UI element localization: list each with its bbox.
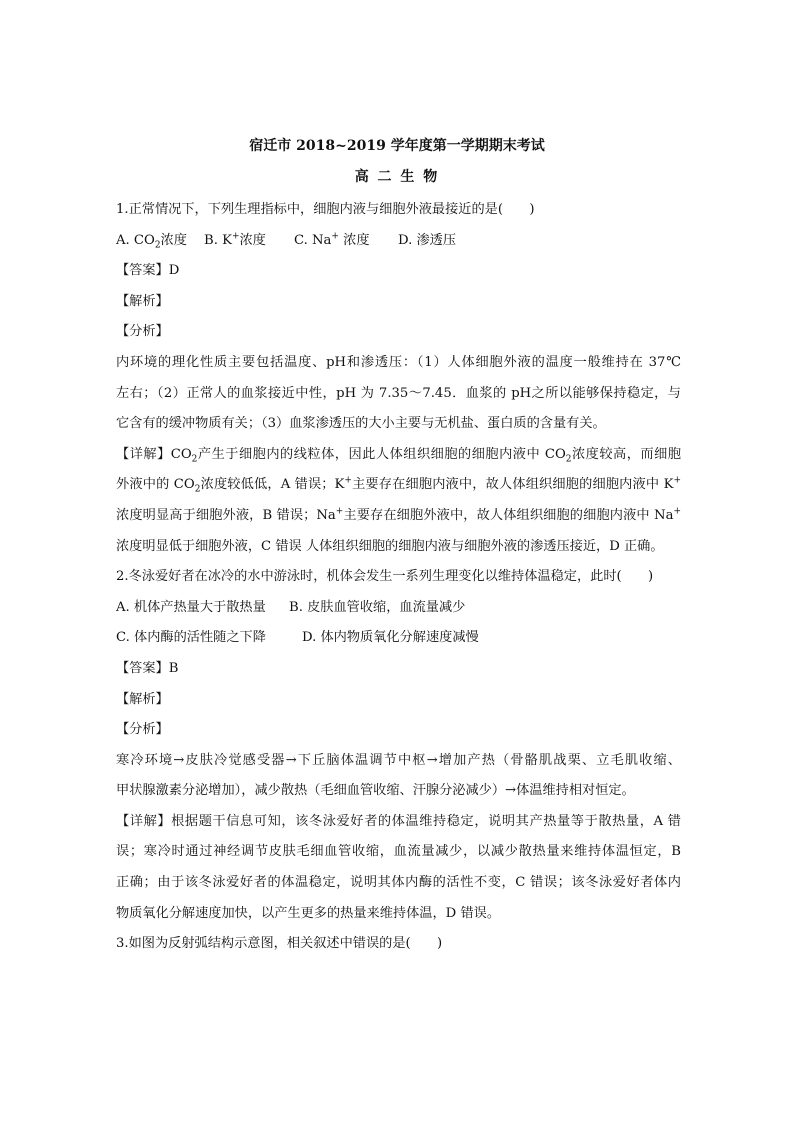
q2-jiexi-heading: 【解析】	[116, 691, 169, 707]
q1-analysis-line: 左右；（2）正常人的血浆接近中性，pH 为 7.35～7.45．血浆的 pH之所以能够保持稳定，与	[116, 385, 681, 401]
q1-option-b: B. K+浓度	[204, 231, 266, 248]
q2-option-c: C. 体内酶的活性随之下降	[116, 630, 266, 646]
q2-detail-line: 【详解】根据题干信息可知，该冬泳爱好者的体温维持稳定，说明其产热量等于散热量，A 错	[116, 813, 681, 829]
q1-option-c: C. Na+ 浓度	[294, 231, 370, 248]
q1-detail-line: 浓度明显高于细胞外液，B 错误；Na+主要存在细胞外液中，故人体组织细胞的细胞内液中 Na+	[116, 506, 681, 523]
q2-detail-line: 物质氧化分解速度加快，以产生更多的热量来维持体温，D 错误。	[116, 905, 501, 921]
q2-option-b: B. 皮肤血管收缩，血流量减少	[289, 599, 466, 615]
q2-options-row	[116, 623, 681, 654]
q1-analysis-line: 内环境的理化性质主要包括温度、pH和渗透压：（1）人体细胞外液的温度一般维持在 37℃	[116, 354, 681, 370]
q2-analysis-line: 寒冷环境→皮肤冷觉感受器→下丘脑体温调节中枢→增加产热（骨骼肌战栗、立毛肌收缩、	[116, 752, 681, 768]
exam-title: 宿迁市 2018~2019 学年度第一学期期末考试	[249, 138, 545, 154]
q2-options-row	[116, 593, 681, 624]
q1-jiexi-heading: 【解析】	[116, 293, 169, 309]
q2-option-d: D. 体内物质氧化分解速度减慢	[302, 630, 479, 646]
q1-stem: 1.正常情况下，下列生理指标中，细胞内液与细胞外液最接近的是( )	[116, 202, 535, 217]
q1-options	[116, 226, 681, 257]
q1-option-a: A. $CO_2$浓度	[116, 232, 187, 251]
q1-detail-line: 【详解】$CO_2$产生于细胞内的线粒体，因此人体组织细胞的细胞内液中 $CO_2$浓度较高，而细胞	[116, 446, 682, 465]
document-body	[116, 195, 681, 960]
q1-detail-line: 外液中的 $CO_2$浓度较低低，A 错误；K+主要存在细胞内液中，故人体组织细胞的细胞内液中 K+	[116, 475, 681, 495]
q2-analysis-line: 甲状腺激素分泌增加），减少散热（毛细血管收缩、汗腺分泌减少）→体温维持相对恒定。	[116, 783, 635, 799]
q1-detail-line: 浓度明显低于细胞外液，C 错误 人体组织细胞的细胞内液与细胞外液的渗透压接近，D 正确。	[116, 538, 664, 554]
q1-fenxi-heading: 【分析】	[116, 324, 169, 340]
q2-answer: 【答案】B	[116, 660, 179, 676]
q1-answer: 【答案】D	[116, 263, 180, 279]
q1-option-d: D. 渗透压	[398, 232, 457, 248]
q1-analysis-line: 它含有的缓冲物质有关；（3）血浆渗透压的大小主要与无机盐、蛋白质的含量有关。	[116, 416, 606, 432]
subject-title: 高 二 生 物	[354, 169, 440, 185]
q2-stem: 2.冬泳爱好者在冰冷的水中游泳时，机体会发生一系列生理变化以维持体温稳定，此时( )	[116, 569, 654, 585]
q2-fenxi-heading: 【分析】	[116, 722, 169, 738]
q3-stem: 3.如图为反射弧结构示意图，相关叙述中错误的是( )	[116, 936, 443, 952]
q2-option-a: A. 机体产热量大于散热量	[116, 599, 266, 615]
q2-detail-line: 误；寒冷时通过神经调节皮肤毛细血管收缩，血流量减少，以减少散热量来维持体温恒定，B	[116, 844, 681, 860]
q2-detail-line: 正确；由于该冬泳爱好者的体温稳定，说明其体内酶的活性不变，C 错误；该冬泳爱好者体内	[116, 875, 681, 891]
